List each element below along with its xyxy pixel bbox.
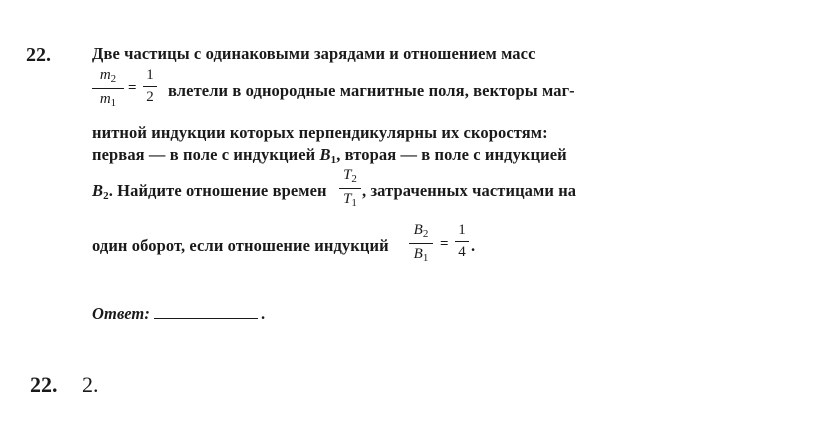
bd-sub: 1 (422, 252, 429, 264)
mass-den-symbol: m (99, 91, 111, 107)
mass-ratio-equals: = (128, 80, 137, 96)
problem-line-2: влетели в однородные магнитные поля, векторы маг- (168, 81, 575, 100)
induction-value (455, 223, 469, 260)
problem-number: 22. (26, 44, 51, 66)
line4-mid: , вторая — в поле с индукцией (336, 145, 567, 164)
answer-blank[interactable] (154, 304, 258, 319)
problem-line-5 (92, 181, 327, 202)
mass-num-sub: 2 (110, 73, 117, 85)
solution-value: 2. (82, 372, 99, 397)
mass-num-symbol: m (99, 67, 111, 83)
problem-line-6: один оборот, если отношение индукций (92, 236, 389, 255)
b1-symbol: B (319, 145, 331, 164)
bn-sub: 2 (422, 228, 429, 240)
mass-value-num: 1 (143, 68, 157, 87)
answer-label: Ответ: (92, 304, 150, 323)
induction-ratio-fraction (409, 223, 433, 264)
answer-row (92, 304, 265, 324)
mass-value-den: 2 (146, 89, 154, 105)
time-ratio-fraction (339, 168, 361, 209)
induction-value-den: 4 (458, 244, 466, 260)
mass-ratio-fraction (92, 68, 124, 109)
problem-line-4 (92, 145, 567, 166)
line5-text1: . Найдите отношение времен (108, 181, 327, 200)
solution-number: 22. (30, 372, 58, 397)
t-num-sub: 2 (351, 173, 357, 185)
b2-symbol: B (92, 181, 104, 200)
induction-equals: = (440, 236, 449, 252)
bn-symbol: B (413, 222, 423, 238)
b1-sub: 1 (330, 154, 337, 166)
line5-text2: , затраченных частицами на (362, 181, 577, 200)
t-num-symbol: T (343, 167, 352, 183)
mass-den-sub: 1 (110, 97, 117, 109)
t-den-sub: 1 (351, 197, 357, 209)
line4-pre: первая — в поле с индукцией (92, 145, 320, 164)
line6-end: . (471, 236, 476, 255)
problem-line-3: нитной индукции которых перпендикулярны их скоростям: (92, 123, 548, 142)
mass-ratio-value (143, 68, 157, 105)
induction-value-num: 1 (455, 223, 469, 242)
t-den-symbol: T (343, 191, 352, 207)
answer-end: . (260, 304, 266, 323)
b2-sub: 2 (103, 190, 109, 202)
bd-symbol: B (413, 246, 423, 262)
problem-line-1: Две частицы с одинаковыми зарядами и отношением масс (92, 44, 536, 63)
